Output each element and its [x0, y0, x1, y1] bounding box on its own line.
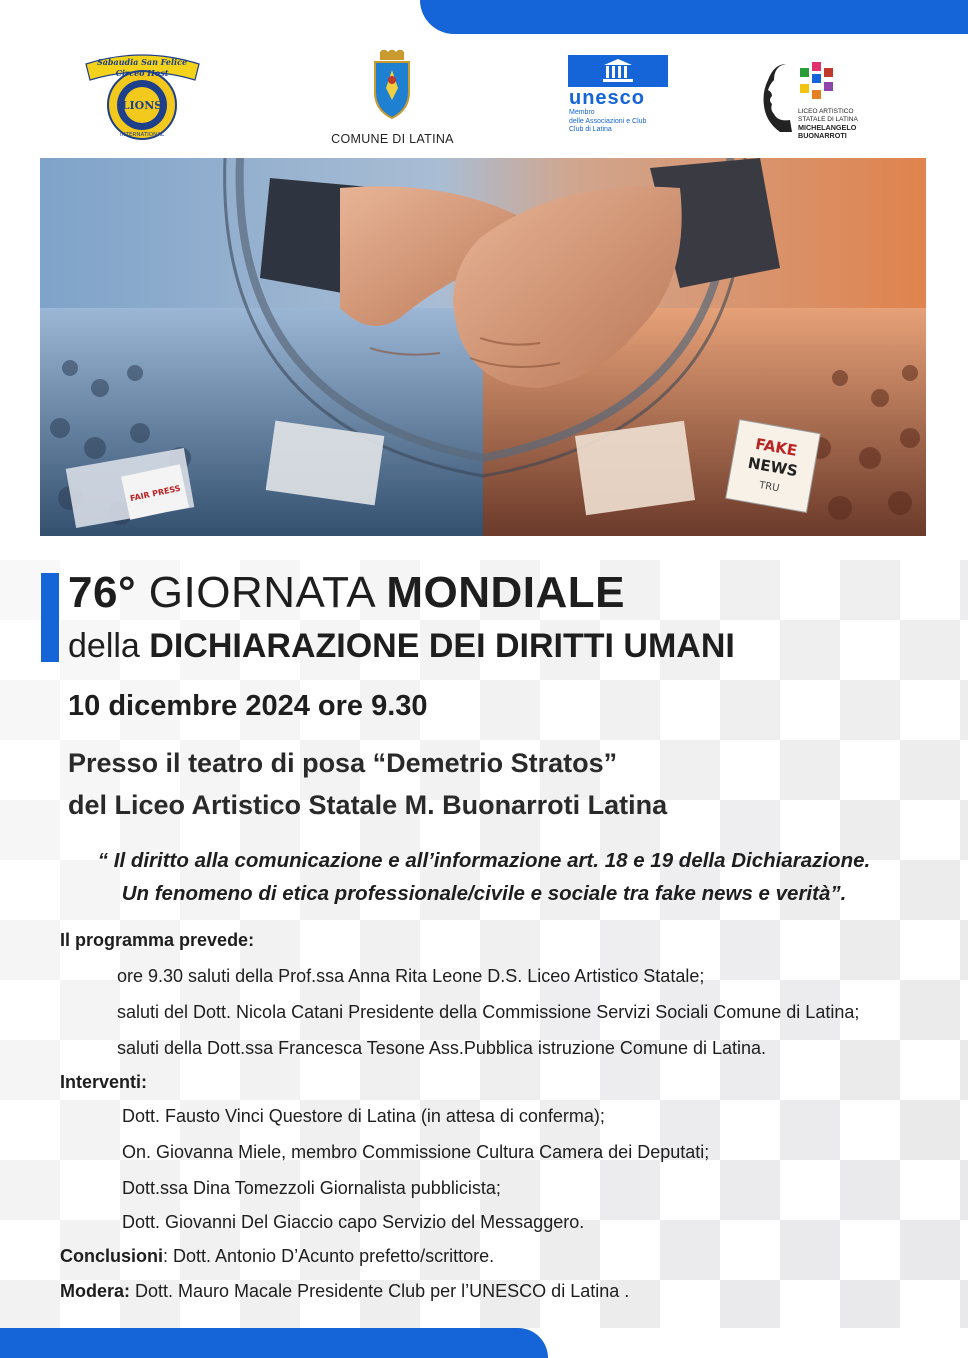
top-accent-bar — [420, 0, 968, 34]
checker-square — [600, 1160, 660, 1220]
venue-line: Presso il teatro di posa “Demetrio Stratos” — [68, 748, 618, 778]
intervento-item: On. Giovanna Miele, membro Commissione Cultura Camera dei Deputati; — [122, 1142, 710, 1162]
checker-square — [780, 620, 840, 680]
title-number: 76° — [68, 568, 137, 617]
event-title — [68, 568, 625, 618]
lions-center-text: LIONS — [121, 99, 163, 112]
checker-square — [960, 680, 968, 740]
unesco-club-logo — [565, 55, 685, 150]
unesco-sub-line: Club di Latina — [569, 126, 612, 133]
checker-square — [0, 1040, 60, 1100]
conclusioni-label: Conclusioni — [60, 1246, 163, 1266]
checker-square — [840, 1040, 900, 1100]
conclusioni-line — [60, 1246, 494, 1267]
checker-square — [840, 560, 900, 620]
checker-square — [960, 1280, 968, 1328]
checker-square — [840, 680, 900, 740]
checker-square — [0, 1280, 60, 1328]
liceo-line: MICHELANGELO — [798, 123, 857, 132]
lions-top-text: Sabaudia San Felice — [96, 57, 188, 67]
venue-line: del Liceo Artistico Statale M. Buonarroti Latina — [68, 790, 668, 820]
fake-text: FAKE — [754, 434, 799, 460]
checker-square — [60, 1100, 120, 1160]
subtitle-light: della — [68, 627, 140, 665]
liceo-line: BUONARROTI — [798, 131, 847, 140]
liceo-line: LICEO ARTISTICO — [798, 108, 854, 115]
checker-square — [900, 1100, 960, 1160]
checker-square — [780, 1220, 840, 1280]
modera-text: Dott. Mauro Macale Presidente Club per l’UNESCO di Latina . — [130, 1281, 630, 1301]
subtitle-bold: DICHIARAZIONE DEI DIRITTI UMANI — [149, 627, 735, 665]
interventi-heading: Interventi: — [60, 1072, 148, 1092]
fake-news-sign — [726, 419, 821, 512]
fair-press-text: FAIR PRESS — [129, 483, 182, 504]
lions-bottom-text: Circeo Host — [115, 68, 169, 78]
liceo-buonarroti-logo — [760, 62, 890, 152]
tru-text: TRU — [758, 479, 781, 495]
title-accent-bar — [41, 573, 59, 662]
checker-square — [720, 680, 780, 740]
checker-square — [660, 740, 720, 800]
checker-square — [0, 680, 60, 740]
checker-square — [480, 680, 540, 740]
unesco-sub-line: Membro — [569, 109, 595, 116]
program-item: saluti della Dott.ssa Francesca Tesone Ass.Pubblica istruzione Comune di Latina. — [117, 1038, 767, 1058]
handshake-hero-image — [40, 158, 926, 536]
checker-square — [960, 1160, 968, 1220]
quote-line: “ Il diritto alla comunicazione e all’informazione art. 18 e 19 della Dichiarazione. — [97, 849, 871, 872]
event-theme-quote — [0, 844, 968, 910]
checker-square — [660, 1220, 720, 1280]
intervento-item: Dott.ssa Dina Tomezzoli Giornalista pubblicista; — [122, 1178, 501, 1198]
unesco-wordmark: unesco — [569, 87, 646, 109]
checker-square — [960, 920, 968, 980]
program-item: ore 9.30 saluti della Prof.ssa Anna Rita Leone D.S. Liceo Artistico Statale; — [117, 966, 705, 986]
unesco-sub-line: delle Associazioni e Club — [569, 117, 647, 125]
checker-square — [60, 980, 120, 1040]
program-heading: Il programma prevede: — [60, 930, 255, 950]
checker-square — [0, 1160, 60, 1220]
liceo-line: STATALE DI LATINA — [798, 116, 858, 123]
checker-square — [780, 740, 840, 800]
checker-square — [960, 560, 968, 620]
intervento-item: Dott. Fausto Vinci Questore di Latina (in attesa di conferma); — [122, 1106, 605, 1126]
bottom-accent-bar — [0, 1328, 548, 1358]
news-text: NEWS — [746, 453, 800, 481]
event-venue — [68, 742, 667, 826]
checker-square — [960, 1040, 968, 1100]
lions-ring-text: INTERNATIONAL — [119, 132, 165, 138]
checker-square — [600, 680, 660, 740]
title-word-bold: MONDIALE — [386, 568, 626, 617]
title-word-light: GIORNATA — [148, 568, 374, 617]
checker-square — [840, 920, 900, 980]
intervento-item: Dott. Giovanni Del Giaccio capo Servizio del Messaggero. — [122, 1212, 585, 1232]
checker-square — [840, 1280, 900, 1328]
checker-square — [720, 920, 780, 980]
conclusioni-text: : Dott. Antonio D’Acunto prefetto/scrittore. — [163, 1246, 495, 1266]
comune-latina-logo — [325, 50, 460, 145]
quote-line: Un fenomeno di etica professionale/civile e sociale tra fake news e verità”. — [121, 882, 847, 905]
checker-square — [900, 740, 960, 800]
lions-club-logo — [80, 50, 205, 140]
unesco-temple-icon — [568, 55, 668, 87]
checker-square — [0, 920, 60, 980]
checker-square — [900, 620, 960, 680]
checker-square — [900, 980, 960, 1040]
checker-square — [900, 1220, 960, 1280]
comune-latina-label: COMUNE DI LATINA — [331, 132, 454, 146]
checker-square — [720, 560, 780, 620]
event-date: 10 dicembre 2024 ore 9.30 — [68, 690, 428, 722]
modera-line — [60, 1281, 629, 1302]
modera-label: Modera: — [60, 1281, 131, 1301]
program-item: saluti del Dott. Nicola Catani Presidente della Commissione Servizi Sociali Comune di Latina; — [117, 1002, 860, 1022]
checker-square — [840, 1160, 900, 1220]
checker-square — [780, 1100, 840, 1160]
checker-square — [720, 1160, 780, 1220]
event-subtitle — [68, 627, 735, 666]
checker-square — [720, 1280, 780, 1328]
